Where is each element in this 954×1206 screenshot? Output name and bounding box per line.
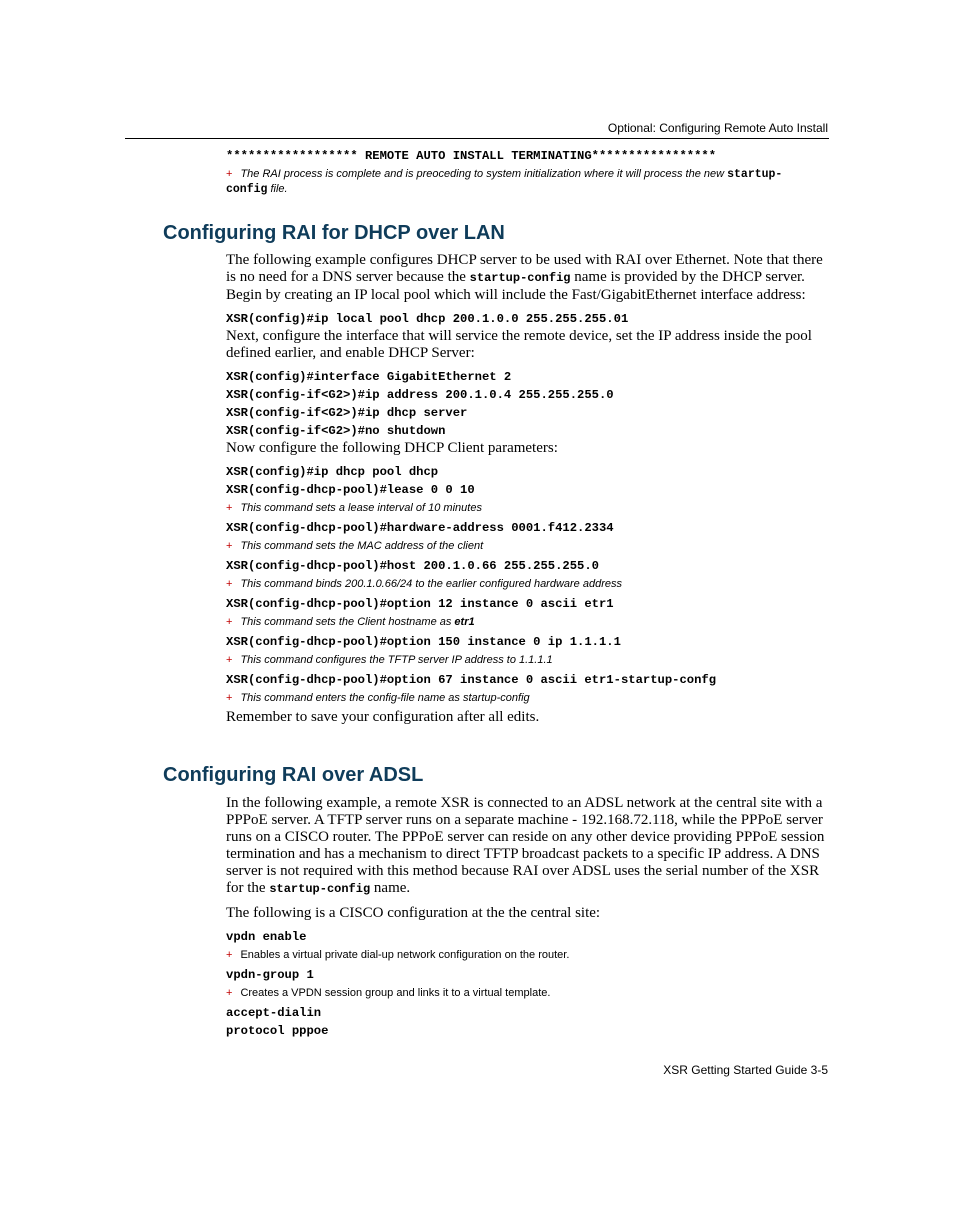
- code-line: XSR(config-dhcp-pool)#lease 0 0 10: [226, 483, 475, 497]
- code-line: XSR(config)#ip local pool dhcp 200.1.0.0 255.255.255.01: [226, 312, 629, 326]
- inline-code: startup-config: [269, 882, 371, 896]
- code-line: accept-dialin: [226, 1006, 322, 1020]
- note: + This command sets a lease interval of 10 minutes: [226, 502, 482, 514]
- section2-body: [226, 795, 830, 1040]
- paragraph: Now configure the following DHCP Client parameters:: [226, 440, 558, 456]
- inline-code: startup-: [727, 168, 783, 181]
- section-heading: Configuring RAI over ADSL: [163, 764, 424, 786]
- code-line: XSR(config-dhcp-pool)#option 67 instance 0 ascii etr1-startup-confg: [226, 673, 717, 687]
- plus-icon: +: [226, 949, 233, 961]
- note: + This command sets the MAC address of the client: [226, 540, 484, 552]
- top-fragment: [226, 147, 830, 197]
- note: + Enables a virtual private dial-up network configuration on the router.: [226, 949, 570, 961]
- note: + Creates a VPDN session group and links it to a virtual template.: [226, 987, 551, 999]
- paragraph: Next, configure the interface that will service the remote device, set the IP address inside the pool defined earlier, and enable DHCP Server:: [226, 328, 812, 361]
- note-text: file.: [267, 183, 288, 195]
- section-heading: Configuring RAI for DHCP over LAN: [163, 222, 505, 244]
- note: + This command enters the config-file name as startup-config: [226, 692, 530, 704]
- code-line: XSR(config-dhcp-pool)#option 12 instance 0 ascii etr1: [226, 597, 614, 611]
- plus-icon: +: [226, 540, 233, 552]
- plus-icon: +: [226, 692, 233, 704]
- code-line: ****************** REMOTE AUTO INSTALL TERMINATING*****************: [226, 149, 717, 163]
- code-line: XSR(config-dhcp-pool)#option 150 instance 0 ip 1.1.1.1: [226, 635, 621, 649]
- plus-icon: +: [226, 578, 233, 590]
- code-line: protocol pppoe: [226, 1024, 329, 1038]
- note-text: The RAI process is complete and is preoceding to system initialization where it will process the new: [240, 168, 728, 180]
- code-block: [226, 928, 830, 1040]
- plus-icon: +: [226, 616, 233, 628]
- code-block: [226, 463, 830, 705]
- code-line: XSR(config-if<G2>)#ip dhcp server: [226, 406, 468, 420]
- plus-icon: +: [226, 502, 233, 514]
- inline-code: config: [226, 183, 268, 196]
- header-rule: [125, 138, 829, 139]
- paragraph: The following example configures DHCP server to be used with RAI over Ethernet. Note that there is no need for a DNS server because the startup-config name is provided by the DHCP server. Begin by creating an IP local pool which will include the Fast/GigabitEthernet interface address:: [226, 252, 823, 303]
- plus-icon: +: [226, 987, 233, 999]
- code-line: XSR(config-if<G2>)#no shutdown: [226, 424, 446, 438]
- page-footer: XSR Getting Started Guide 3-5: [663, 1063, 828, 1077]
- section1-body: [226, 252, 830, 726]
- code-line: XSR(config-if<G2>)#ip address 200.1.0.4 255.255.255.0: [226, 388, 614, 402]
- code-line: vpdn enable: [226, 930, 307, 944]
- note: + This command sets the Client hostname as etr1: [226, 616, 475, 628]
- code-line: XSR(config-dhcp-pool)#host 200.1.0.66 255.255.255.0: [226, 559, 599, 573]
- code-line: XSR(config-dhcp-pool)#hardware-address 0001.f412.2334: [226, 521, 614, 535]
- note: [226, 167, 830, 197]
- code-line: XSR(config)#ip dhcp pool dhcp: [226, 465, 439, 479]
- inline-code: startup-config: [469, 271, 571, 285]
- paragraph: In the following example, a remote XSR is connected to an ADSL network at the central site with a PPPoE server. A TFTP server runs on a separate machine - 192.168.72.118, while the PPPoE server runs on a CISCO router. The PPPoE server can reside on any other device providing PPPoE session termination and has a mechanism to direct TFTP broadcast packets to a specific IP address. A DNS server is not required with this method because RAI over ADSL uses the serial number of the XSR for the startup-config name.: [226, 795, 825, 896]
- code-block: [226, 368, 830, 440]
- code-line: XSR(config)#interface GigabitEthernet 2: [226, 370, 512, 384]
- plus-icon: +: [226, 654, 233, 666]
- code-line: vpdn-group 1: [226, 968, 314, 982]
- note: + This command binds 200.1.0.66/24 to the earlier configured hardware address: [226, 578, 622, 590]
- page-header: Optional: Configuring Remote Auto Install: [607, 121, 828, 135]
- paragraph: Remember to save your configuration after all edits.: [226, 709, 540, 725]
- paragraph: The following is a CISCO configuration at the the central site:: [226, 905, 601, 921]
- note: + This command configures the TFTP server IP address to 1.1.1.1: [226, 654, 553, 666]
- plus-icon: +: [226, 168, 233, 180]
